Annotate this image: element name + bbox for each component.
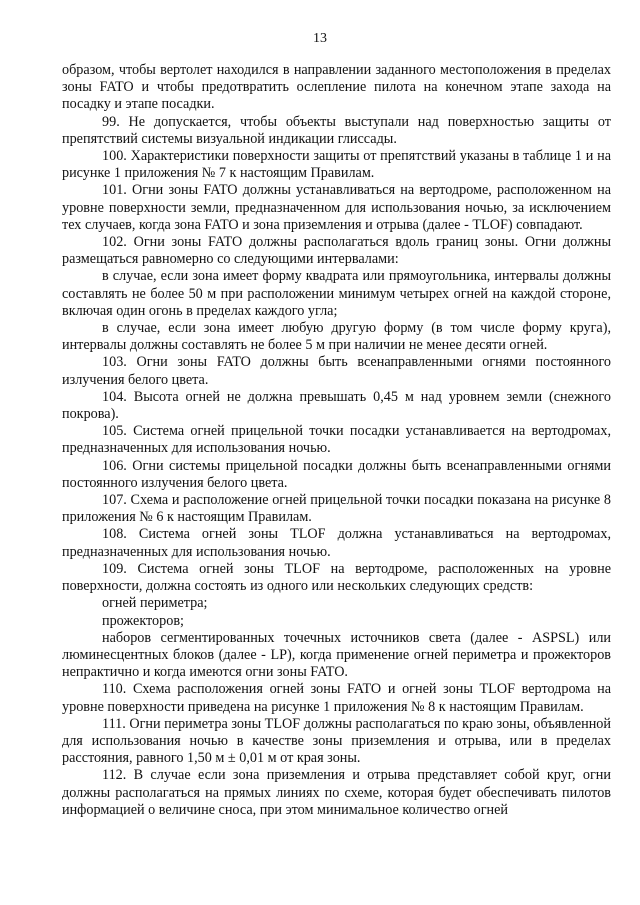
paragraph-102-item-square: в случае, если зона имеет форму квадрата или прямоугольника, интервалы должны составлять не более 50 м при расположении минимум четырех огней на каждой стороне, включая один огонь в пределах каждого угла; <box>62 268 611 319</box>
paragraph-109: 109. Система огней зоны TLOF на вертодроме, расположенных на уровне поверхности, должна состоять из одного или нескольких следующих средств: <box>62 560 611 595</box>
paragraph-100: 100. Характеристики поверхности защиты от препятствий указаны в таблице 1 и на рисунке 1 приложения № 7 к настоящим Правилам. <box>62 148 611 182</box>
page-number: 13 <box>313 31 327 46</box>
paragraph-108: 108. Система огней зоны TLOF должна устанавливаться на вертодромах, предназначенных для использования ночью. <box>62 526 611 560</box>
paragraph-99: 99. Не допускается, чтобы объекты выступали над поверхностью защиты от препятствий системы визуальной индикации глиссады. <box>62 113 611 147</box>
paragraph-111: 111. Огни периметра зоны TLOF должны располагаться по краю зоны, объявленной для использования ночью в качестве зоны приземления и отрыва, или в пределах расстояния, равного 1,50 м ± 0,01 м от края зоны. <box>62 715 611 767</box>
paragraph-112: 112. В случае если зона приземления и отрыва представляет собой круг, огни должны располагаться на прямых линиях по схеме, которая будет обеспечивать пилотов информацией о величине сноса, при этом минимальное количество огней <box>62 767 611 818</box>
paragraph-106: 106. Огни системы прицельной посадки должны быть всенаправленными огнями постоянного излучения белого цвета. <box>62 457 611 491</box>
paragraph-110: 110. Схема расположения огней зоны FATO и огней зоны TLOF вертодрома на уровне поверхности приведена на рисунке 1 приложения № 8 к настоящим Правилам. <box>62 681 611 715</box>
paragraph-107: 107. Схема и расположение огней прицельной точки посадки показана на рисунке 8 приложения № 6 к настоящим Правилам. <box>62 492 611 526</box>
paragraph-102-item-other: в случае, если зона имеет любую другую форму (в том числе форму круга), интервалы должны составлять не более 5 м при наличии не менее десяти огней. <box>62 320 611 354</box>
paragraph-103: 103. Огни зоны FATO должны быть всенаправленными огнями постоянного излучения белого цвета. <box>62 354 611 388</box>
paragraph-101: 101. Огни зоны FATO должны устанавливаться на вертодроме, расположенном на уровне поверхности земли, предназначенном для использования ночью, за исключением тех случаев, когда зона FATO и зона приземления и отрыва (далее - TLOF) совпадают. <box>62 182 611 233</box>
document-body <box>62 62 611 819</box>
paragraph-105: 105. Система огней прицельной точки посадки устанавливается на вертодромах, предназначенных для использования ночью. <box>62 423 611 457</box>
paragraph-109-item-perimeter: огней периметра; <box>102 595 208 612</box>
paragraph-continuation: образом, чтобы вертолет находился в направлении заданного местоположения в пределах зоны FATO и чтобы предотвратить ослепление пилота на конечном этапе захода на посадку и этапе посадки. <box>62 62 611 113</box>
paragraph-109-item-floodlights: прожекторов; <box>102 612 184 629</box>
paragraph-104: 104. Высота огней не должна превышать 0,45 м над уровнем земли (снежного покрова). <box>62 388 611 423</box>
paragraph-102: 102. Огни зоны FATO должны располагаться вдоль границ зоны. Огни должны размещаться равномерно со следующими интервалами: <box>62 234 611 268</box>
paragraph-109-item-aspsl: наборов сегментированных точечных источников света (далее - ASPSL) или люминесцентных блоков (далее - LP), когда применение огней периметра и прожекторов непрактично и когда имеются огни зоны FATO. <box>62 629 611 681</box>
